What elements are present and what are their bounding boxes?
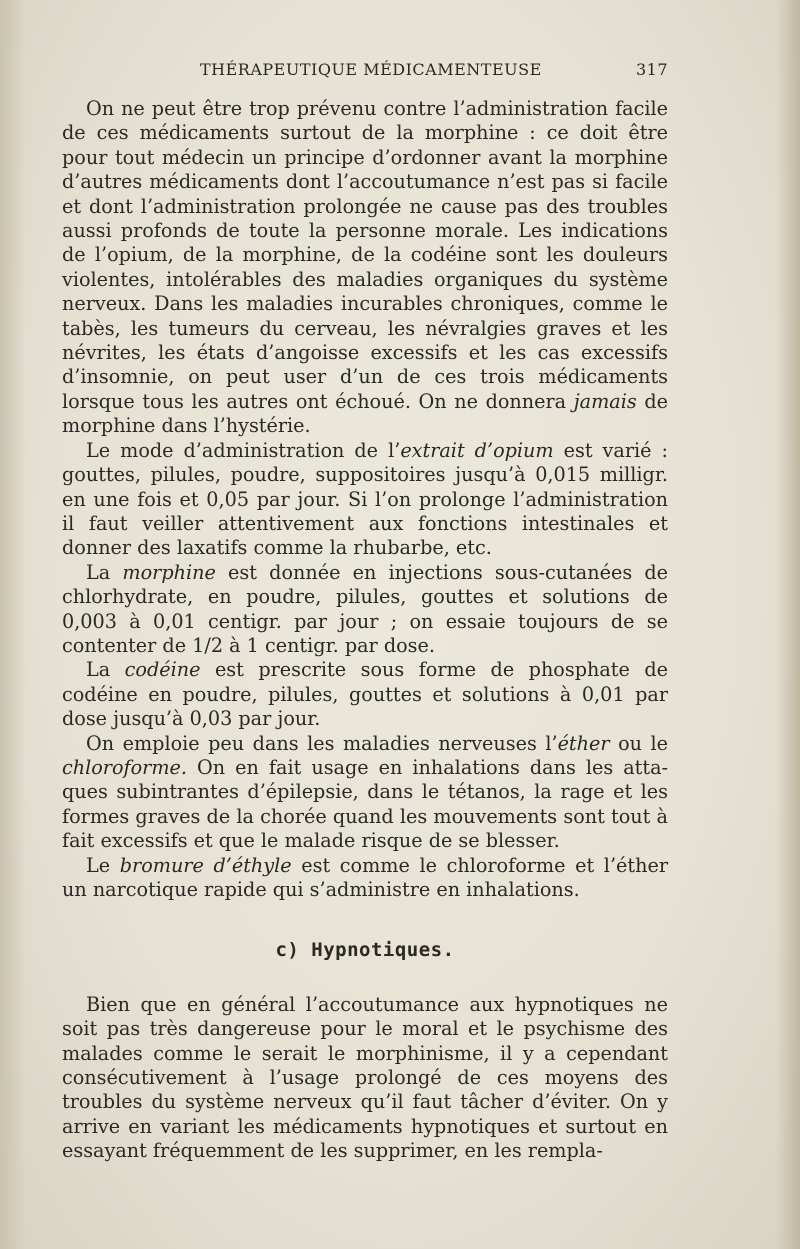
italic-term: extrait d’opium	[400, 438, 554, 462]
paragraph-opium-warning	[62, 97, 668, 439]
paragraph-text: est prescrite sous forme de phosphate de codéine en poudre, pilules, gouttes et solutions à 0,01 par dose jusqu’à 0,03 par jour.	[62, 658, 668, 731]
italic-term: morphine	[122, 560, 216, 584]
paragraph-text: de morphine dans l’hystérie.	[62, 389, 668, 438]
paragraph-ether-chloroform	[62, 732, 668, 854]
italic-term: jamais	[573, 389, 637, 413]
italic-term: codéine	[124, 658, 201, 682]
italic-term: chloroforme.	[62, 755, 187, 779]
page-shadow-right	[776, 0, 800, 1249]
paragraph-hypnotics	[62, 993, 668, 1164]
paragraph-text: est varié : gouttes, pilules, poudre, suppositoires jusqu’à 0,015 milligr. en une fois et 0,05 par jour. Si l’on prolonge l’administration il faut veiller attentivement aux fonctions intestinales et donner des laxatifs comme la rhubarbe, etc.	[62, 438, 668, 560]
paragraph-text: On en fait usage en inhalations dans les attaques subintrantes d’épilepsie, dans le tétanos, la rage et les formes graves de la chorée quand les mouvements sont tout à fait excessifs et que le malade risque de se blesser.	[62, 755, 669, 853]
paragraph-text: La	[86, 560, 111, 584]
paragraph-text: On ne peut être trop prévenu contre l’administration facile de ces médicaments surtout de la morphine : ce doit être pour tout médecin un principe d’ordonner avant la morphine d’autres médicaments dont l’accoutumance n’est pas si facile et dont l’administration prolongée ne cause pas des troubles aussi profonds de toute la personne morale. Les indications de l’opium, de la morphine, de la codéine sont les douleurs violentes, intolérables des maladies organiques du système nerveux. Dans les maladies incurables chroniques, comme le tabès, les tumeurs du cerveau, les névralgies graves et les névrites, les états d’angoisse excessifs et les cas excessifs d’insomnie, on peut user d’un de ces trois médicaments lorsque tous les autres ont échoué. On ne donnera	[62, 97, 668, 413]
paragraph-text: Bien que en général l’accoutumance aux hypnotiques ne soit pas très dangereuse pour le moral et le psychisme des malades comme le serait le morphinisme, il y a cependant consécutivement à l’usage prolongé de ces moyens des troubles du système nerveux qu’il faut tâcher d’éviter. On y arrive en variant les médicaments hypnotiques et surtout en essayant fréquemment de les supprimer, en les rempla-	[62, 992, 668, 1163]
paragraph-text: Le	[86, 853, 111, 877]
paragraph-text: ou le	[618, 731, 668, 755]
paragraph-text: Le mode d’administration de l’	[86, 438, 401, 462]
running-head-title: THÉRAPEUTIQUE MÉDICAMENTEUSE	[200, 60, 542, 79]
paragraph-ethyl-bromide	[62, 854, 668, 903]
paragraph-morphine	[62, 561, 668, 659]
italic-term: éther	[557, 731, 610, 755]
paragraph-text: On emploie peu dans les maladies nerveuses l’	[86, 731, 558, 755]
paragraph-text: La	[86, 658, 111, 682]
paragraph-codeine	[62, 658, 668, 731]
body-text	[62, 97, 668, 1164]
running-head	[62, 58, 668, 84]
paragraph-text: est donnée en injections sous-cutanées de chlorhydrate, en poudre, pilules, gouttes et solutions de 0,003 à 0,01 centigr. par jour ; on essaie toujours de se contenter de 1/2 à 1 centigr. par dose.	[62, 560, 669, 657]
italic-term: bromure d’éthyle	[119, 853, 292, 877]
section-heading-hypnotiques: c) Hypnotiques.	[275, 939, 455, 962]
paragraph-opium-extract	[62, 439, 668, 561]
page-shadow-left	[0, 0, 26, 1249]
paragraph-text: est comme le chloroforme et l’éther un narcotique rapide qui s’administre en inhalations.	[62, 853, 668, 901]
page-number: 317	[635, 60, 668, 79]
